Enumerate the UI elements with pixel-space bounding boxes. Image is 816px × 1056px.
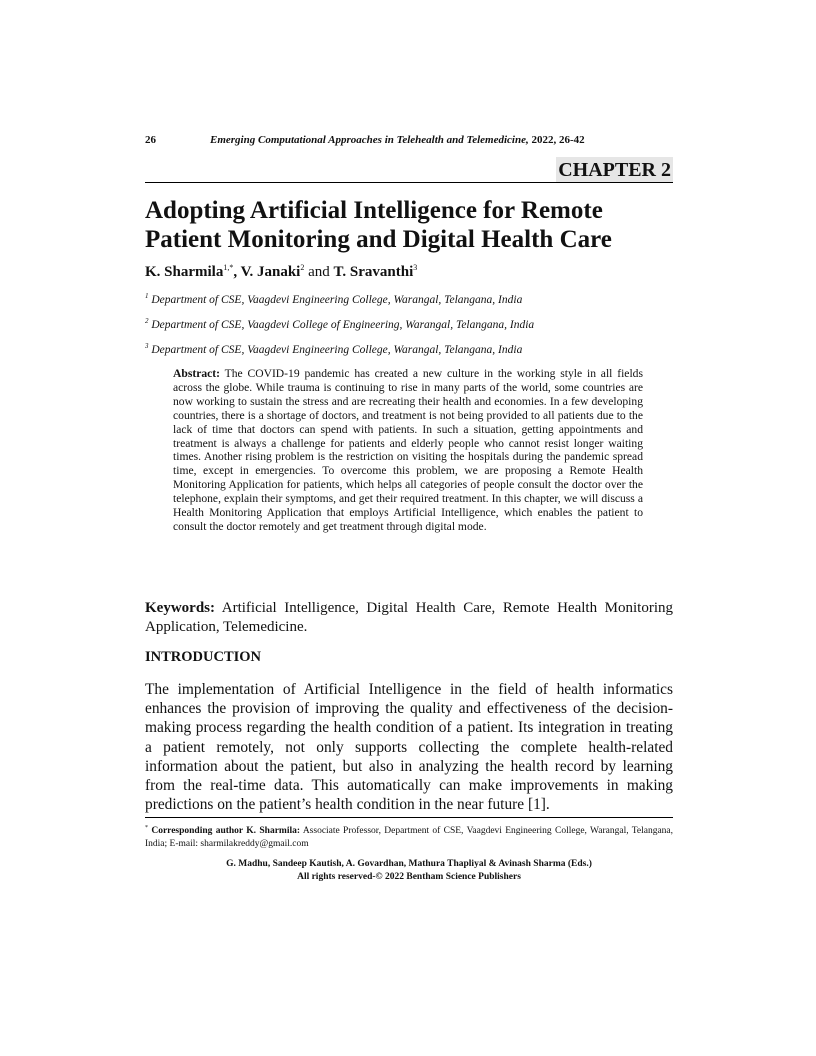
intro-paragraph: The implementation of Artificial Intelligence in the field of health informatics enhances the provision of improving the quality and effectiveness of the decision-making process regarding the health condition of a patient. Its integration in treating a patient remotely, not only supports collecting the complete health-related information about the patient, but also in analyzing the health record by learning from the real-time data. This automatically can make improvements in making predictions on the patient’s health condition in the near future [1]. — [145, 681, 673, 814]
affiliation-1 — [145, 286, 534, 311]
page-number: 26 — [145, 134, 156, 146]
footnote — [145, 822, 673, 850]
keywords — [145, 599, 673, 637]
affiliation-2-text: Department of CSE, Vaagdevi College of Engineering, Warangal, Telangana, India — [151, 318, 535, 331]
journal-name: Emerging Computational Approaches in Telehealth and Telemedicine, — [210, 134, 529, 146]
author-3-sup: 3 — [413, 263, 418, 272]
author-line — [145, 263, 417, 281]
author-1-sup: 1,* — [223, 263, 234, 272]
affiliation-3-sup: 3 — [145, 341, 149, 350]
author-sep-1: , — [233, 264, 241, 280]
author-3: T. Sravanthi — [333, 264, 414, 280]
paper-title: Adopting Artificial Intelligence for Remote Patient Monitoring and Digital Health Care — [145, 197, 612, 253]
affiliation-3 — [145, 336, 534, 361]
author-2: V. Janaki — [240, 264, 301, 280]
copyright-line: All rights reserved-© 2022 Bentham Science Publishers — [297, 871, 521, 882]
footnote-label: Corresponding author K. Sharmila: — [151, 826, 301, 837]
author-sep-2: and — [304, 264, 334, 280]
journal-title — [210, 134, 585, 146]
publisher-info — [145, 858, 673, 883]
abstract — [173, 367, 643, 534]
affiliation-3-text: Department of CSE, Vaagdevi Engineering College, Warangal, Telangana, India — [151, 343, 523, 356]
keywords-label: Keywords: — [145, 600, 215, 616]
abstract-text: The COVID-19 pandemic has created a new culture in the working style in all fields across the globe. While trauma is continuing to rise in many parts of the world, some countries are now working to sustain the stress and are recreating their health and economies. In a few developing countries, there is a shortage of doctors, and treatment is not being provided to all patients due to the lack of time that doctors can spend with patients. In such a situation, getting appointments and treatment is always a challenge for patients and elderly people who cannot resist longer waiting times. Another rising problem is the restriction on visiting the hospitals during the pandemic spread time, except in emergencies. To overcome this problem, we are proposing a Remote Health Monitoring Application for patients, which helps all categories of people consult the doctor over the telephone, explain their symptoms, and get their required treatment. In this chapter, we will discuss a Health Monitoring Application that employs Artificial Intelligence, which enables the patient to consult the doctor remotely and get treatment through digital mode. — [173, 367, 643, 533]
footnote-marker: * — [145, 825, 148, 831]
affiliation-2-sup: 2 — [145, 316, 149, 325]
header-rule — [145, 182, 673, 183]
keywords-text: Artificial Intelligence, Digital Health Care, Remote Health Monitoring Application, Telemedicine. — [145, 600, 673, 635]
footnote-text: Associate Professor, Department of CSE, Vaagdevi Engineering College, Warangal, Telangana, India; E-mail: sharmilakreddy@gmail.com — [145, 826, 673, 849]
affiliation-1-sup: 1 — [145, 292, 149, 300]
affiliation-1-text: Department of CSE, Vaagdevi Engineering College, Warangal, Telangana, India — [151, 293, 523, 306]
abstract-label: Abstract: — [173, 367, 221, 380]
section-heading: INTRODUCTION — [145, 649, 262, 665]
footnote-rule — [145, 817, 673, 818]
author-2-sup: 2 — [300, 263, 305, 272]
affiliations — [145, 286, 534, 360]
author-1: K. Sharmila — [145, 264, 224, 280]
chapter-label: CHAPTER 2 — [558, 159, 671, 181]
affiliation-2 — [145, 311, 534, 336]
editors-line: G. Madhu, Sandeep Kautish, A. Govardhan, Mathura Thapliyal & Avinash Sharma (Eds.) — [226, 859, 592, 869]
journal-range: 2022, 26-42 — [531, 134, 585, 146]
